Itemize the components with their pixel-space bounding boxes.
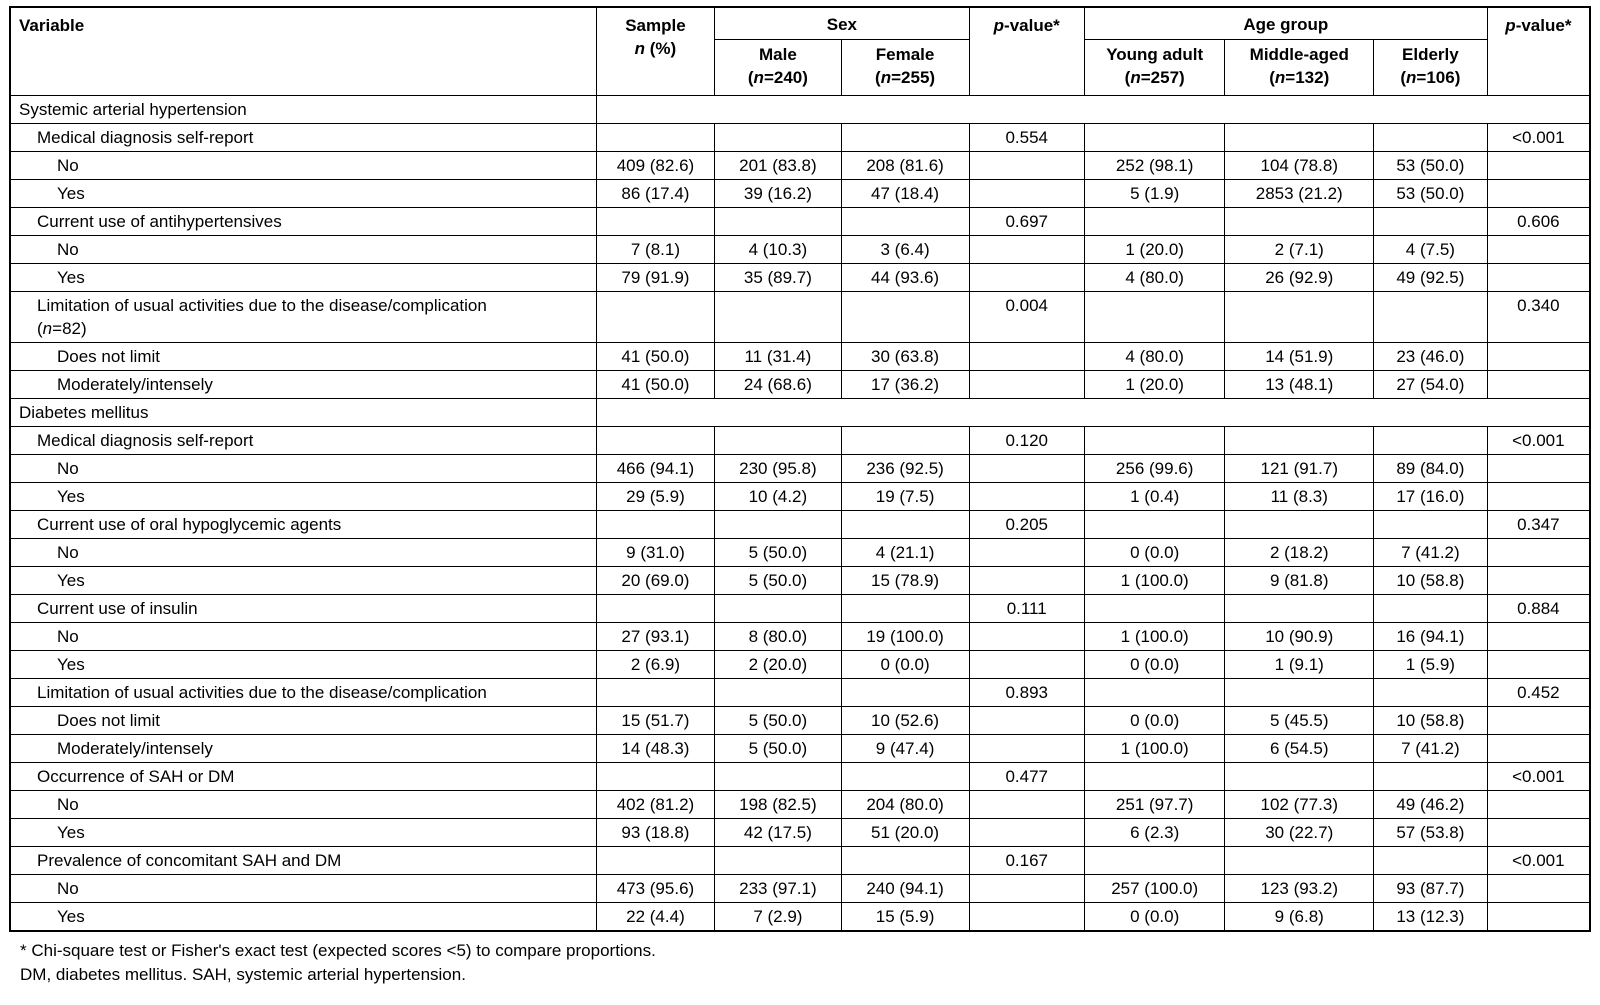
variable-row <box>10 679 1590 707</box>
elderly-cell: 53 (50.0) <box>1374 152 1488 180</box>
pvalue-age-cell: <0.001 <box>1487 847 1590 875</box>
pvalue-age-cell: <0.001 <box>1487 763 1590 791</box>
middle-aged-cell <box>1225 124 1374 152</box>
female-cell: 204 (80.0) <box>841 791 969 819</box>
data-row <box>10 903 1590 932</box>
pvalue-age-cell <box>1487 455 1590 483</box>
data-row <box>10 875 1590 903</box>
data-row <box>10 567 1590 595</box>
table-header <box>10 7 1590 96</box>
row-label: Systemic arterial hypertension <box>10 96 596 124</box>
data-row <box>10 455 1590 483</box>
variable-row <box>10 292 1590 343</box>
row-label: No <box>10 539 596 567</box>
stats-table <box>9 6 1591 932</box>
pvalue-age-cell <box>1487 707 1590 735</box>
sample-cell <box>596 847 715 875</box>
sample-cell: 79 (91.9) <box>596 264 715 292</box>
middle-aged-cell: 104 (78.8) <box>1225 152 1374 180</box>
male-cell: 10 (4.2) <box>715 483 841 511</box>
middle-aged-cell: 13 (48.1) <box>1225 371 1374 399</box>
middle-aged-cell: 2853 (21.2) <box>1225 180 1374 208</box>
female-cell: 30 (63.8) <box>841 343 969 371</box>
young-adult-cell: 6 (2.3) <box>1084 819 1225 847</box>
sample-cell: 409 (82.6) <box>596 152 715 180</box>
middle-aged-cell <box>1225 292 1374 343</box>
row-label: Current use of insulin <box>10 595 596 623</box>
sample-cell: 41 (50.0) <box>596 343 715 371</box>
data-row <box>10 180 1590 208</box>
data-row <box>10 735 1590 763</box>
sample-cell: 20 (69.0) <box>596 567 715 595</box>
elderly-cell <box>1374 595 1488 623</box>
elderly-cell: 16 (94.1) <box>1374 623 1488 651</box>
elderly-cell: 7 (41.2) <box>1374 735 1488 763</box>
pvalue-sex-cell <box>969 236 1084 264</box>
male-cell <box>715 679 841 707</box>
pvalue-age-cell: 0.452 <box>1487 679 1590 707</box>
row-label: Moderately/intensely <box>10 371 596 399</box>
male-cell: 230 (95.8) <box>715 455 841 483</box>
elderly-cell: 49 (46.2) <box>1374 791 1488 819</box>
young-adult-cell: 0 (0.0) <box>1084 651 1225 679</box>
pvalue-sex-cell: 0.697 <box>969 208 1084 236</box>
col-header-middle-aged: Middle-aged (n=132) <box>1225 40 1374 96</box>
pvalue-age-cell <box>1487 875 1590 903</box>
middle-aged-cell: 2 (18.2) <box>1225 539 1374 567</box>
pvalue-age-cell: <0.001 <box>1487 427 1590 455</box>
elderly-cell <box>1374 208 1488 236</box>
pvalue-sex-cell: 0.167 <box>969 847 1084 875</box>
male-cell: 4 (10.3) <box>715 236 841 264</box>
female-cell: 19 (7.5) <box>841 483 969 511</box>
row-label: Occurrence of SAH or DM <box>10 763 596 791</box>
young-adult-cell <box>1084 763 1225 791</box>
middle-aged-cell: 102 (77.3) <box>1225 791 1374 819</box>
male-cell <box>715 763 841 791</box>
sample-cell <box>596 511 715 539</box>
female-cell <box>841 595 969 623</box>
female-cell: 44 (93.6) <box>841 264 969 292</box>
sample-cell <box>596 427 715 455</box>
middle-aged-cell <box>1225 427 1374 455</box>
male-cell <box>715 595 841 623</box>
pvalue-age-cell: 0.884 <box>1487 595 1590 623</box>
variable-row <box>10 427 1590 455</box>
female-cell: 0 (0.0) <box>841 651 969 679</box>
female-cell <box>841 208 969 236</box>
male-cell: 5 (50.0) <box>715 539 841 567</box>
middle-aged-cell <box>1225 847 1374 875</box>
col-header-pvalue-age: p-value* <box>1487 7 1590 96</box>
row-label: No <box>10 236 596 264</box>
data-row <box>10 152 1590 180</box>
footnotes <box>9 932 1591 987</box>
variable-row <box>10 124 1590 152</box>
col-header-young-adult: Young adult (n=257) <box>1084 40 1225 96</box>
row-label: Moderately/intensely <box>10 735 596 763</box>
elderly-cell <box>1374 511 1488 539</box>
pvalue-sex-cell <box>969 264 1084 292</box>
male-cell: 7 (2.9) <box>715 903 841 932</box>
row-label: Yes <box>10 483 596 511</box>
sample-cell <box>596 595 715 623</box>
male-cell: 201 (83.8) <box>715 152 841 180</box>
row-label: No <box>10 791 596 819</box>
pvalue-age-cell: 0.340 <box>1487 292 1590 343</box>
data-row <box>10 623 1590 651</box>
male-cell: 35 (89.7) <box>715 264 841 292</box>
sample-cell: 7 (8.1) <box>596 236 715 264</box>
pvalue-age-cell <box>1487 539 1590 567</box>
pvalue-sex-cell <box>969 152 1084 180</box>
sample-cell <box>596 292 715 343</box>
young-adult-cell: 0 (0.0) <box>1084 539 1225 567</box>
row-label: Yes <box>10 264 596 292</box>
pvalue-sex-cell <box>969 903 1084 932</box>
male-cell: 198 (82.5) <box>715 791 841 819</box>
pvalue-sex-cell <box>969 791 1084 819</box>
young-adult-cell <box>1084 124 1225 152</box>
pvalue-age-cell <box>1487 819 1590 847</box>
male-cell: 42 (17.5) <box>715 819 841 847</box>
young-adult-cell: 1 (0.4) <box>1084 483 1225 511</box>
pvalue-age-cell <box>1487 152 1590 180</box>
sample-cell <box>596 763 715 791</box>
pvalue-age-cell <box>1487 735 1590 763</box>
sample-cell: 466 (94.1) <box>596 455 715 483</box>
pvalue-sex-cell <box>969 483 1084 511</box>
row-label: Yes <box>10 903 596 932</box>
middle-aged-cell: 5 (45.5) <box>1225 707 1374 735</box>
pvalue-age-cell: 0.347 <box>1487 511 1590 539</box>
middle-aged-cell: 2 (7.1) <box>1225 236 1374 264</box>
pvalue-sex-cell: 0.111 <box>969 595 1084 623</box>
variable-row <box>10 511 1590 539</box>
col-header-male: Male (n=240) <box>715 40 841 96</box>
young-adult-cell: 4 (80.0) <box>1084 264 1225 292</box>
middle-aged-cell: 10 (90.9) <box>1225 623 1374 651</box>
data-row <box>10 539 1590 567</box>
male-cell: 5 (50.0) <box>715 707 841 735</box>
female-cell: 17 (36.2) <box>841 371 969 399</box>
young-adult-cell <box>1084 292 1225 343</box>
female-cell <box>841 124 969 152</box>
data-row <box>10 483 1590 511</box>
middle-aged-cell: 14 (51.9) <box>1225 343 1374 371</box>
pvalue-sex-cell <box>969 735 1084 763</box>
data-row <box>10 819 1590 847</box>
middle-aged-cell: 123 (93.2) <box>1225 875 1374 903</box>
col-header-pvalue-sex: p-value* <box>969 7 1084 96</box>
middle-aged-cell: 11 (8.3) <box>1225 483 1374 511</box>
data-row <box>10 707 1590 735</box>
pvalue-age-cell: 0.606 <box>1487 208 1590 236</box>
middle-aged-cell: 6 (54.5) <box>1225 735 1374 763</box>
sample-cell: 22 (4.4) <box>596 903 715 932</box>
sample-cell: 402 (81.2) <box>596 791 715 819</box>
row-label: Limitation of usual activities due to the disease/complication (n=82) <box>10 292 596 343</box>
col-group-age: Age group <box>1084 7 1487 40</box>
pvalue-sex-cell <box>969 455 1084 483</box>
male-cell <box>715 427 841 455</box>
middle-aged-cell <box>1225 679 1374 707</box>
header-row-1 <box>10 7 1590 40</box>
section-filler-cell <box>596 96 1590 124</box>
sample-cell: 41 (50.0) <box>596 371 715 399</box>
pvalue-age-cell <box>1487 483 1590 511</box>
row-label: Current use of oral hypoglycemic agents <box>10 511 596 539</box>
pvalue-sex-cell <box>969 371 1084 399</box>
young-adult-cell: 1 (20.0) <box>1084 371 1225 399</box>
data-row <box>10 264 1590 292</box>
elderly-cell: 1 (5.9) <box>1374 651 1488 679</box>
young-adult-cell <box>1084 427 1225 455</box>
elderly-cell: 53 (50.0) <box>1374 180 1488 208</box>
middle-aged-cell <box>1225 208 1374 236</box>
female-cell: 47 (18.4) <box>841 180 969 208</box>
pvalue-sex-cell <box>969 343 1084 371</box>
female-cell: 51 (20.0) <box>841 819 969 847</box>
young-adult-cell: 1 (100.0) <box>1084 623 1225 651</box>
data-row <box>10 343 1590 371</box>
section-row <box>10 96 1590 124</box>
young-adult-cell: 1 (20.0) <box>1084 236 1225 264</box>
pvalue-sex-cell: 0.477 <box>969 763 1084 791</box>
young-adult-cell: 1 (100.0) <box>1084 735 1225 763</box>
pvalue-age-cell <box>1487 371 1590 399</box>
pvalue-age-cell <box>1487 264 1590 292</box>
sample-cell: 473 (95.6) <box>596 875 715 903</box>
male-cell <box>715 847 841 875</box>
sample-cell: 86 (17.4) <box>596 180 715 208</box>
row-label: Yes <box>10 180 596 208</box>
middle-aged-cell: 30 (22.7) <box>1225 819 1374 847</box>
young-adult-cell <box>1084 847 1225 875</box>
pvalue-sex-cell: 0.004 <box>969 292 1084 343</box>
female-cell: 3 (6.4) <box>841 236 969 264</box>
section-filler-cell <box>596 399 1590 427</box>
elderly-cell: 10 (58.8) <box>1374 567 1488 595</box>
pvalue-age-cell <box>1487 236 1590 264</box>
sample-cell <box>596 124 715 152</box>
pvalue-sex-cell: 0.893 <box>969 679 1084 707</box>
elderly-cell: 17 (16.0) <box>1374 483 1488 511</box>
pvalue-age-cell <box>1487 343 1590 371</box>
middle-aged-cell <box>1225 511 1374 539</box>
sample-cell <box>596 679 715 707</box>
table-body <box>10 96 1590 932</box>
variable-row <box>10 208 1590 236</box>
elderly-cell <box>1374 679 1488 707</box>
young-adult-cell: 252 (98.1) <box>1084 152 1225 180</box>
middle-aged-cell: 121 (91.7) <box>1225 455 1374 483</box>
elderly-cell: 89 (84.0) <box>1374 455 1488 483</box>
elderly-cell: 49 (92.5) <box>1374 264 1488 292</box>
col-group-sex: Sex <box>715 7 969 40</box>
row-label: No <box>10 875 596 903</box>
col-header-female: Female (n=255) <box>841 40 969 96</box>
elderly-cell: 23 (46.0) <box>1374 343 1488 371</box>
male-cell: 5 (50.0) <box>715 735 841 763</box>
female-cell: 236 (92.5) <box>841 455 969 483</box>
middle-aged-cell: 9 (81.8) <box>1225 567 1374 595</box>
row-label: Medical diagnosis self-report <box>10 124 596 152</box>
elderly-cell <box>1374 763 1488 791</box>
middle-aged-cell <box>1225 595 1374 623</box>
col-header-elderly: Elderly (n=106) <box>1374 40 1488 96</box>
young-adult-cell <box>1084 679 1225 707</box>
male-cell <box>715 208 841 236</box>
female-cell: 208 (81.6) <box>841 152 969 180</box>
female-cell: 9 (47.4) <box>841 735 969 763</box>
sample-cell: 9 (31.0) <box>596 539 715 567</box>
sample-cell: 14 (48.3) <box>596 735 715 763</box>
pvalue-sex-cell <box>969 819 1084 847</box>
row-label: No <box>10 455 596 483</box>
elderly-cell: 13 (12.3) <box>1374 903 1488 932</box>
young-adult-cell: 0 (0.0) <box>1084 707 1225 735</box>
pvalue-sex-cell <box>969 567 1084 595</box>
row-label: Diabetes mellitus <box>10 399 596 427</box>
row-label: Does not limit <box>10 707 596 735</box>
footnote-abbreviations: DM, diabetes mellitus. SAH, systemic arterial hypertension. <box>20 965 466 984</box>
elderly-cell: 10 (58.8) <box>1374 707 1488 735</box>
female-cell: 4 (21.1) <box>841 539 969 567</box>
pvalue-sex-cell <box>969 875 1084 903</box>
elderly-cell: 27 (54.0) <box>1374 371 1488 399</box>
elderly-cell: 7 (41.2) <box>1374 539 1488 567</box>
variable-row <box>10 847 1590 875</box>
young-adult-cell: 251 (97.7) <box>1084 791 1225 819</box>
data-row <box>10 371 1590 399</box>
row-label: Medical diagnosis self-report <box>10 427 596 455</box>
elderly-cell: 57 (53.8) <box>1374 819 1488 847</box>
female-cell: 19 (100.0) <box>841 623 969 651</box>
male-cell: 8 (80.0) <box>715 623 841 651</box>
young-adult-cell: 256 (99.6) <box>1084 455 1225 483</box>
sample-cell: 2 (6.9) <box>596 651 715 679</box>
row-label: Current use of antihypertensives <box>10 208 596 236</box>
male-cell: 233 (97.1) <box>715 875 841 903</box>
variable-row <box>10 595 1590 623</box>
young-adult-cell <box>1084 208 1225 236</box>
female-cell <box>841 763 969 791</box>
row-label: No <box>10 152 596 180</box>
pvalue-age-cell <box>1487 180 1590 208</box>
elderly-cell <box>1374 124 1488 152</box>
col-header-sample: Sample n (%) <box>596 7 715 96</box>
variable-row <box>10 763 1590 791</box>
female-cell <box>841 679 969 707</box>
sample-cell: 29 (5.9) <box>596 483 715 511</box>
data-row <box>10 236 1590 264</box>
middle-aged-cell: 1 (9.1) <box>1225 651 1374 679</box>
pvalue-sex-cell: 0.205 <box>969 511 1084 539</box>
female-cell <box>841 292 969 343</box>
elderly-cell: 4 (7.5) <box>1374 236 1488 264</box>
row-label: Yes <box>10 651 596 679</box>
young-adult-cell <box>1084 511 1225 539</box>
female-cell: 240 (94.1) <box>841 875 969 903</box>
pvalue-age-cell: <0.001 <box>1487 124 1590 152</box>
young-adult-cell: 257 (100.0) <box>1084 875 1225 903</box>
elderly-cell <box>1374 847 1488 875</box>
male-cell: 39 (16.2) <box>715 180 841 208</box>
pvalue-sex-cell <box>969 539 1084 567</box>
young-adult-cell: 0 (0.0) <box>1084 903 1225 932</box>
young-adult-cell: 5 (1.9) <box>1084 180 1225 208</box>
pvalue-age-cell <box>1487 903 1590 932</box>
male-cell: 24 (68.6) <box>715 371 841 399</box>
middle-aged-cell: 9 (6.8) <box>1225 903 1374 932</box>
female-cell <box>841 511 969 539</box>
pvalue-sex-cell <box>969 180 1084 208</box>
male-cell <box>715 124 841 152</box>
young-adult-cell <box>1084 595 1225 623</box>
male-cell <box>715 511 841 539</box>
sample-cell: 93 (18.8) <box>596 819 715 847</box>
pvalue-sex-cell <box>969 651 1084 679</box>
pvalue-sex-cell: 0.554 <box>969 124 1084 152</box>
pvalue-age-cell <box>1487 567 1590 595</box>
male-cell: 11 (31.4) <box>715 343 841 371</box>
data-row <box>10 651 1590 679</box>
row-label: Yes <box>10 567 596 595</box>
pvalue-sex-cell <box>969 707 1084 735</box>
pvalue-sex-cell: 0.120 <box>969 427 1084 455</box>
row-label: Limitation of usual activities due to the disease/complication <box>10 679 596 707</box>
young-adult-cell: 4 (80.0) <box>1084 343 1225 371</box>
data-row <box>10 791 1590 819</box>
male-cell: 5 (50.0) <box>715 567 841 595</box>
male-cell: 2 (20.0) <box>715 651 841 679</box>
row-label: Yes <box>10 819 596 847</box>
row-label: Prevalence of concomitant SAH and DM <box>10 847 596 875</box>
male-cell <box>715 292 841 343</box>
pvalue-age-cell <box>1487 791 1590 819</box>
middle-aged-cell <box>1225 763 1374 791</box>
pvalue-sex-cell <box>969 623 1084 651</box>
row-label: Does not limit <box>10 343 596 371</box>
section-row <box>10 399 1590 427</box>
female-cell <box>841 847 969 875</box>
pvalue-age-cell <box>1487 651 1590 679</box>
col-header-variable: Variable <box>10 7 596 96</box>
female-cell: 10 (52.6) <box>841 707 969 735</box>
middle-aged-cell: 26 (92.9) <box>1225 264 1374 292</box>
elderly-cell <box>1374 292 1488 343</box>
elderly-cell: 93 (87.7) <box>1374 875 1488 903</box>
sample-cell: 15 (51.7) <box>596 707 715 735</box>
female-cell: 15 (5.9) <box>841 903 969 932</box>
pvalue-age-cell <box>1487 623 1590 651</box>
elderly-cell <box>1374 427 1488 455</box>
female-cell: 15 (78.9) <box>841 567 969 595</box>
footnote-test-method: * Chi-square test or Fisher's exact test (expected scores <5) to compare proportions. <box>20 941 656 960</box>
female-cell <box>841 427 969 455</box>
sample-cell <box>596 208 715 236</box>
row-label: No <box>10 623 596 651</box>
sample-cell: 27 (93.1) <box>596 623 715 651</box>
young-adult-cell: 1 (100.0) <box>1084 567 1225 595</box>
